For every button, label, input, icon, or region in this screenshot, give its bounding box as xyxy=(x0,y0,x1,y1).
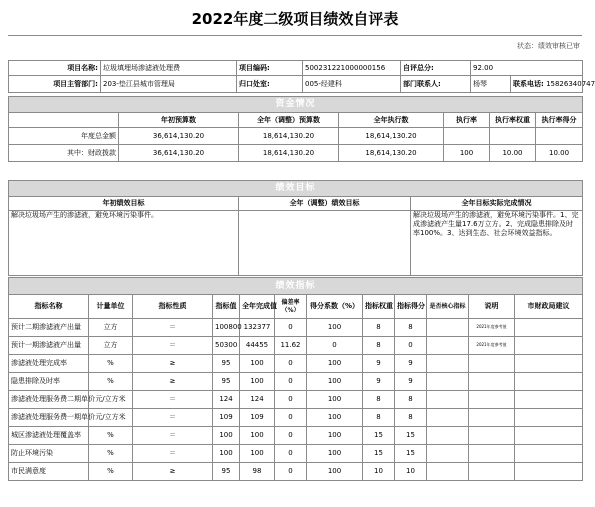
funds-row-budget: 36,614,130.20 xyxy=(119,128,239,145)
funds-col-adjusted: 全年（调整）预算数 xyxy=(239,113,339,128)
indicator-name: 渗滤液处理服务费一期单价 xyxy=(9,409,89,427)
indicator-nature: ＝ xyxy=(133,445,213,463)
funds-row-score xyxy=(536,128,583,145)
ind-col-note: 说明 xyxy=(469,295,515,319)
indicator-score: 9 xyxy=(395,373,427,391)
indicator-score: 8 xyxy=(395,319,427,337)
funds-header-blank xyxy=(9,113,119,128)
indicator-actual: 100 xyxy=(240,373,275,391)
total-score-value: 92.00 xyxy=(471,61,583,76)
funds-section-header: 资金情况 xyxy=(9,97,583,113)
ind-col-coef: 得分系数（%） xyxy=(307,295,363,319)
phone-value: 15826340747 xyxy=(546,79,595,88)
indicator-coef: 100 xyxy=(307,319,363,337)
indicator-weight: 9 xyxy=(363,373,395,391)
indicator-core xyxy=(427,409,469,427)
ind-col-weight: 指标权重 xyxy=(363,295,395,319)
dept-label: 项目主管部门: xyxy=(9,76,101,93)
indicator-weight: 9 xyxy=(363,355,395,373)
funds-col-weight: 执行率权重 xyxy=(490,113,536,128)
indicator-unit: % xyxy=(89,355,133,373)
indicator-actual: 100 xyxy=(240,427,275,445)
contact-label: 部门联系人: xyxy=(401,76,471,93)
indicator-advice xyxy=(515,391,583,409)
indicator-core xyxy=(427,463,469,481)
office-value: 005-经建科 xyxy=(303,76,401,93)
indicator-advice xyxy=(515,427,583,445)
project-code-label: 项目编码: xyxy=(237,61,303,76)
indicator-note: 2021年度参考值 xyxy=(469,319,515,337)
phone-label: 联系电话: xyxy=(513,79,544,88)
indicator-name: 防止环境污染 xyxy=(9,445,89,463)
indicator-core xyxy=(427,373,469,391)
indicator-name: 渗滤液处理完成率 xyxy=(9,355,89,373)
indicator-weight: 10 xyxy=(363,463,395,481)
indicator-score: 15 xyxy=(395,427,427,445)
indicator-score: 15 xyxy=(395,445,427,463)
goals-col-actual: 全年目标实际完成情况 xyxy=(411,197,583,211)
funds-row-rate xyxy=(444,128,490,145)
indicator-actual: 100 xyxy=(240,355,275,373)
ind-col-core: 是否核心指标 xyxy=(427,295,469,319)
funds-col-budget: 年初预算数 xyxy=(119,113,239,128)
indicator-unit: 元/立方米 xyxy=(89,409,133,427)
indicator-score: 0 xyxy=(395,337,427,355)
indicator-advice xyxy=(515,445,583,463)
indicator-note xyxy=(469,355,515,373)
indicator-advice xyxy=(515,337,583,355)
indicator-target: 100800 xyxy=(213,319,240,337)
total-score-label: 自评总分: xyxy=(401,61,471,76)
goal-actual-text: 解决垃圾场产生的渗滤液，避免环境污染事件。1、完成渗滤液产生量17.6万立方。2、完成隐患排除及时率100%。3、达到生态、社会环境效益指标。 xyxy=(411,211,583,276)
indicator-weight: 15 xyxy=(363,445,395,463)
indicator-coef: 100 xyxy=(307,463,363,481)
indicator-weight: 8 xyxy=(363,337,395,355)
indicators-table xyxy=(8,277,583,481)
indicator-score: 10 xyxy=(395,463,427,481)
indicator-note xyxy=(469,373,515,391)
goal-initial-text: 解决垃圾场产生的渗滤液，避免环境污染事件。 xyxy=(9,211,239,276)
project-name-label: 项目名称: xyxy=(9,61,101,76)
funds-col-score: 执行率得分 xyxy=(536,113,583,128)
indicator-note xyxy=(469,427,515,445)
funds-row-score: 10.00 xyxy=(536,145,583,162)
indicator-actual: 124 xyxy=(240,391,275,409)
funds-col-rate: 执行率 xyxy=(444,113,490,128)
indicator-deviation: 0 xyxy=(275,445,307,463)
indicator-note xyxy=(469,409,515,427)
indicator-coef: 100 xyxy=(307,445,363,463)
indicator-deviation: 0 xyxy=(275,409,307,427)
indicator-nature: ＝ xyxy=(133,409,213,427)
funds-row-label: 年度总金额 xyxy=(9,128,119,145)
indicator-advice xyxy=(515,373,583,391)
indicator-row xyxy=(9,391,583,409)
indicator-unit: 立方 xyxy=(89,319,133,337)
funds-row-adjusted: 18,614,130.20 xyxy=(239,128,339,145)
ind-col-name: 指标名称 xyxy=(9,295,89,319)
indicator-unit: % xyxy=(89,445,133,463)
indicator-target: 95 xyxy=(213,463,240,481)
indicator-row xyxy=(9,337,583,355)
indicator-target: 95 xyxy=(213,373,240,391)
indicator-core xyxy=(427,355,469,373)
funds-col-executed: 全年执行数 xyxy=(339,113,444,128)
indicator-unit: 立方 xyxy=(89,337,133,355)
funds-row-weight xyxy=(490,128,536,145)
indicator-actual: 98 xyxy=(240,463,275,481)
indicators-section-header: 绩效指标 xyxy=(9,278,583,295)
indicator-name: 预计一期渗滤液产出量 xyxy=(9,337,89,355)
indicator-deviation: 11.62 xyxy=(275,337,307,355)
indicator-advice xyxy=(515,355,583,373)
indicator-nature: ≥ xyxy=(133,355,213,373)
dept-value: 203-垫江县城市管理局 xyxy=(101,76,237,93)
ind-col-nature: 指标性质 xyxy=(133,295,213,319)
indicator-deviation: 0 xyxy=(275,355,307,373)
indicator-unit: 元/立方米 xyxy=(89,391,133,409)
indicator-nature: ＝ xyxy=(133,337,213,355)
indicator-note xyxy=(469,391,515,409)
project-name-value: 垃圾填埋场渗滤液处理费 xyxy=(101,61,237,76)
funds-row-label: 其中：财政拨款 xyxy=(9,145,119,162)
indicator-core xyxy=(427,391,469,409)
indicator-nature: ＝ xyxy=(133,391,213,409)
indicator-deviation: 0 xyxy=(275,319,307,337)
funds-table xyxy=(8,96,583,162)
indicator-actual: 109 xyxy=(240,409,275,427)
indicator-nature: ＝ xyxy=(133,319,213,337)
indicator-target: 100 xyxy=(213,427,240,445)
indicator-weight: 15 xyxy=(363,427,395,445)
indicator-weight: 8 xyxy=(363,319,395,337)
indicator-score: 9 xyxy=(395,355,427,373)
indicator-actual: 44455 xyxy=(240,337,275,355)
indicator-row xyxy=(9,463,583,481)
indicator-deviation: 0 xyxy=(275,463,307,481)
goal-adjusted-text xyxy=(239,211,411,276)
indicator-target: 95 xyxy=(213,355,240,373)
goals-section-header: 绩效目标 xyxy=(9,181,583,197)
indicator-name: 预计二期渗滤液产出量 xyxy=(9,319,89,337)
funds-row xyxy=(9,145,583,162)
indicator-row xyxy=(9,427,583,445)
indicator-note xyxy=(469,463,515,481)
indicator-row xyxy=(9,445,583,463)
indicator-unit: % xyxy=(89,427,133,445)
indicator-target: 124 xyxy=(213,391,240,409)
funds-row-weight: 10.00 xyxy=(490,145,536,162)
contact-value: 杨琴 xyxy=(471,76,511,93)
indicator-nature: ＝ xyxy=(133,427,213,445)
indicator-note: 2021年度参考值 xyxy=(469,337,515,355)
indicator-coef: 100 xyxy=(307,373,363,391)
indicator-weight: 8 xyxy=(363,409,395,427)
indicator-name: 市民满意度 xyxy=(9,463,89,481)
ind-col-target: 指标值 xyxy=(213,295,240,319)
ind-col-deviation: 偏差率（%） xyxy=(275,295,307,319)
indicator-score: 8 xyxy=(395,391,427,409)
indicator-nature: ≥ xyxy=(133,463,213,481)
funds-row-budget: 36,614,130.20 xyxy=(119,145,239,162)
indicator-core xyxy=(427,427,469,445)
page-title: 2022年度二级项目绩效自评表 xyxy=(191,10,399,28)
indicator-name: 城区渗滤液处理覆盖率 xyxy=(9,427,89,445)
funds-row-rate: 100 xyxy=(444,145,490,162)
funds-row-adjusted: 18,614,130.20 xyxy=(239,145,339,162)
indicator-coef: 100 xyxy=(307,355,363,373)
indicator-row xyxy=(9,355,583,373)
indicator-coef: 100 xyxy=(307,427,363,445)
ind-col-advice: 市财政局建议 xyxy=(515,295,583,319)
indicator-advice xyxy=(515,409,583,427)
ind-col-score: 指标得分 xyxy=(395,295,427,319)
indicator-core xyxy=(427,319,469,337)
indicator-deviation: 0 xyxy=(275,373,307,391)
indicator-actual: 132377 xyxy=(240,319,275,337)
status-label: 状态：绩效审核已审 xyxy=(517,42,580,50)
indicator-coef: 0 xyxy=(307,337,363,355)
indicator-target: 109 xyxy=(213,409,240,427)
indicator-core xyxy=(427,337,469,355)
ind-col-actual: 全年完成值 xyxy=(240,295,275,319)
indicator-target: 100 xyxy=(213,445,240,463)
indicator-target: 50300 xyxy=(213,337,240,355)
indicator-row xyxy=(9,319,583,337)
indicator-deviation: 0 xyxy=(275,427,307,445)
goals-col-adjusted: 全年（调整）绩效目标 xyxy=(239,197,411,211)
indicator-actual: 100 xyxy=(240,445,275,463)
funds-row-executed: 18,614,130.20 xyxy=(339,145,444,162)
indicator-unit: % xyxy=(89,463,133,481)
indicator-name: 渗滤液处理服务费二期单价 xyxy=(9,391,89,409)
indicator-name: 隐患排除及时率 xyxy=(9,373,89,391)
phone-cell xyxy=(511,76,595,93)
indicator-row xyxy=(9,409,583,427)
indicator-note xyxy=(469,445,515,463)
indicator-coef: 100 xyxy=(307,409,363,427)
indicator-coef: 100 xyxy=(307,391,363,409)
project-info-table xyxy=(8,60,595,93)
goals-table xyxy=(8,180,583,276)
title-divider xyxy=(8,35,582,36)
indicator-unit: % xyxy=(89,373,133,391)
office-label: 归口处室: xyxy=(237,76,303,93)
indicator-deviation: 0 xyxy=(275,391,307,409)
project-code-value: 500231221000000156 xyxy=(303,61,401,76)
indicator-core xyxy=(427,445,469,463)
indicator-score: 8 xyxy=(395,409,427,427)
goals-col-initial: 年初绩效目标 xyxy=(9,197,239,211)
funds-row xyxy=(9,128,583,145)
funds-row-executed: 18,614,130.20 xyxy=(339,128,444,145)
ind-col-unit: 计量单位 xyxy=(89,295,133,319)
indicator-advice xyxy=(515,463,583,481)
indicator-advice xyxy=(515,319,583,337)
indicator-nature: ≥ xyxy=(133,373,213,391)
indicator-weight: 8 xyxy=(363,391,395,409)
indicator-row xyxy=(9,373,583,391)
